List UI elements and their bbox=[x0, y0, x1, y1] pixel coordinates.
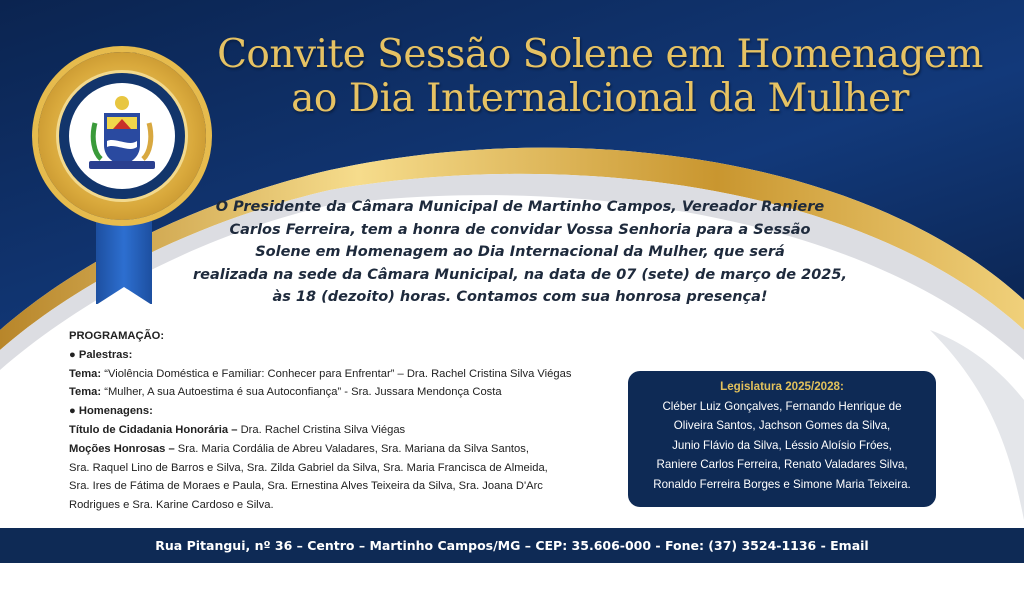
tema-label: Tema: bbox=[69, 367, 102, 380]
legislatura-line: Cléber Luiz Gonçalves, Fernando Henrique de bbox=[662, 399, 902, 413]
program-heading: PROGRAMAÇÃO: bbox=[69, 330, 165, 342]
legislatura-line: Raniere Carlos Ferreira, Renato Valadares Silva, bbox=[656, 458, 908, 472]
intro-line: realizada na sede da Câmara Municipal, na data de 07 (sete) de março de 2025, bbox=[193, 266, 847, 283]
seal-badge bbox=[38, 52, 206, 220]
program-section bbox=[69, 327, 629, 515]
mocoes-line: Sra. Raquel Lino de Barros e Silva, Sra. Zilda Gabriel da Silva, Sra. Maria Francisca de Almeida, bbox=[69, 461, 548, 474]
homenagens-heading: ● Homenagens: bbox=[69, 405, 153, 418]
intro-line: às 18 (dezoito) horas. Contamos com sua honrosa presença! bbox=[272, 289, 768, 305]
legislatura-heading: Legislatura 2025/2028: bbox=[720, 380, 844, 393]
tema-2 bbox=[69, 383, 629, 402]
titulo-value: Dra. Rachel Cristina Silva Viégas bbox=[237, 423, 406, 436]
mocoes-line: Sra. Ires de Fátima de Moraes e Paula, Sra. Ernestina Alves Teixeira da Silva, Sra. Joana D'Arc bbox=[69, 480, 543, 493]
tema-2-text: “Mulher, A sua Autoestima é sua Autoconfiança” - Sra. Jussara Mendonça Costa bbox=[101, 386, 502, 399]
palestras-heading: ● Palestras: bbox=[69, 348, 133, 361]
footer-email: camara@camaramcampos.mg.gov.br bbox=[356, 571, 668, 589]
footer-address: Rua Pitangui, nº 36 – Centro – Martinho Campos/MG – CEP: 35.606-000 - Fone: (37) 3524-1136 - Email bbox=[155, 538, 869, 553]
intro-line: Carlos Ferreira, tem a honra de convidar Vossa Senhoria para a Sessão bbox=[229, 221, 811, 238]
title-line-2: ao Dia Internalcional da Mulher bbox=[291, 76, 909, 121]
mocoes-line: Rodrigues e Sra. Karine Cardoso e Silva. bbox=[69, 499, 274, 512]
intro-line: Solene em Homenagem ao Dia Internacional da Mulher, que será bbox=[255, 244, 785, 260]
tema-1 bbox=[69, 365, 629, 384]
legislatura-box bbox=[628, 371, 936, 507]
titulo-label: Título de Cidadania Honorária – bbox=[69, 423, 238, 436]
intro-line: O Presidente da Câmara Municipal de Martinho Campos, Vereador Raniere bbox=[215, 199, 825, 215]
footer-bar bbox=[0, 528, 1024, 589]
tema-label: Tema: bbox=[69, 386, 102, 399]
invitation-text bbox=[190, 196, 850, 309]
coat-of-arms-icon bbox=[69, 83, 175, 189]
tema-1-text: “Violência Doméstica e Familiar: Conhecer para Enfrentar” – Dra. Rachel Cristina Silva Viégas bbox=[101, 367, 572, 380]
legislatura-line: Oliveira Santos, Jachson Gomes da Silva, bbox=[673, 419, 891, 433]
mocoes-line: Sra. Maria Cordália de Abreu Valadares, Sra. Mariana da Silva Santos, bbox=[174, 442, 529, 455]
legislatura-line: Junio Flávio da Silva, Léssio Aloísio Fróes, bbox=[672, 438, 892, 452]
title-line-1: Convite Sessão Solene em Homenagem bbox=[217, 32, 983, 77]
mocoes-label: Moções Honrosas – bbox=[69, 442, 175, 455]
legislatura-line: Ronaldo Ferreira Borges e Simone Maria Teixeira. bbox=[653, 477, 911, 491]
